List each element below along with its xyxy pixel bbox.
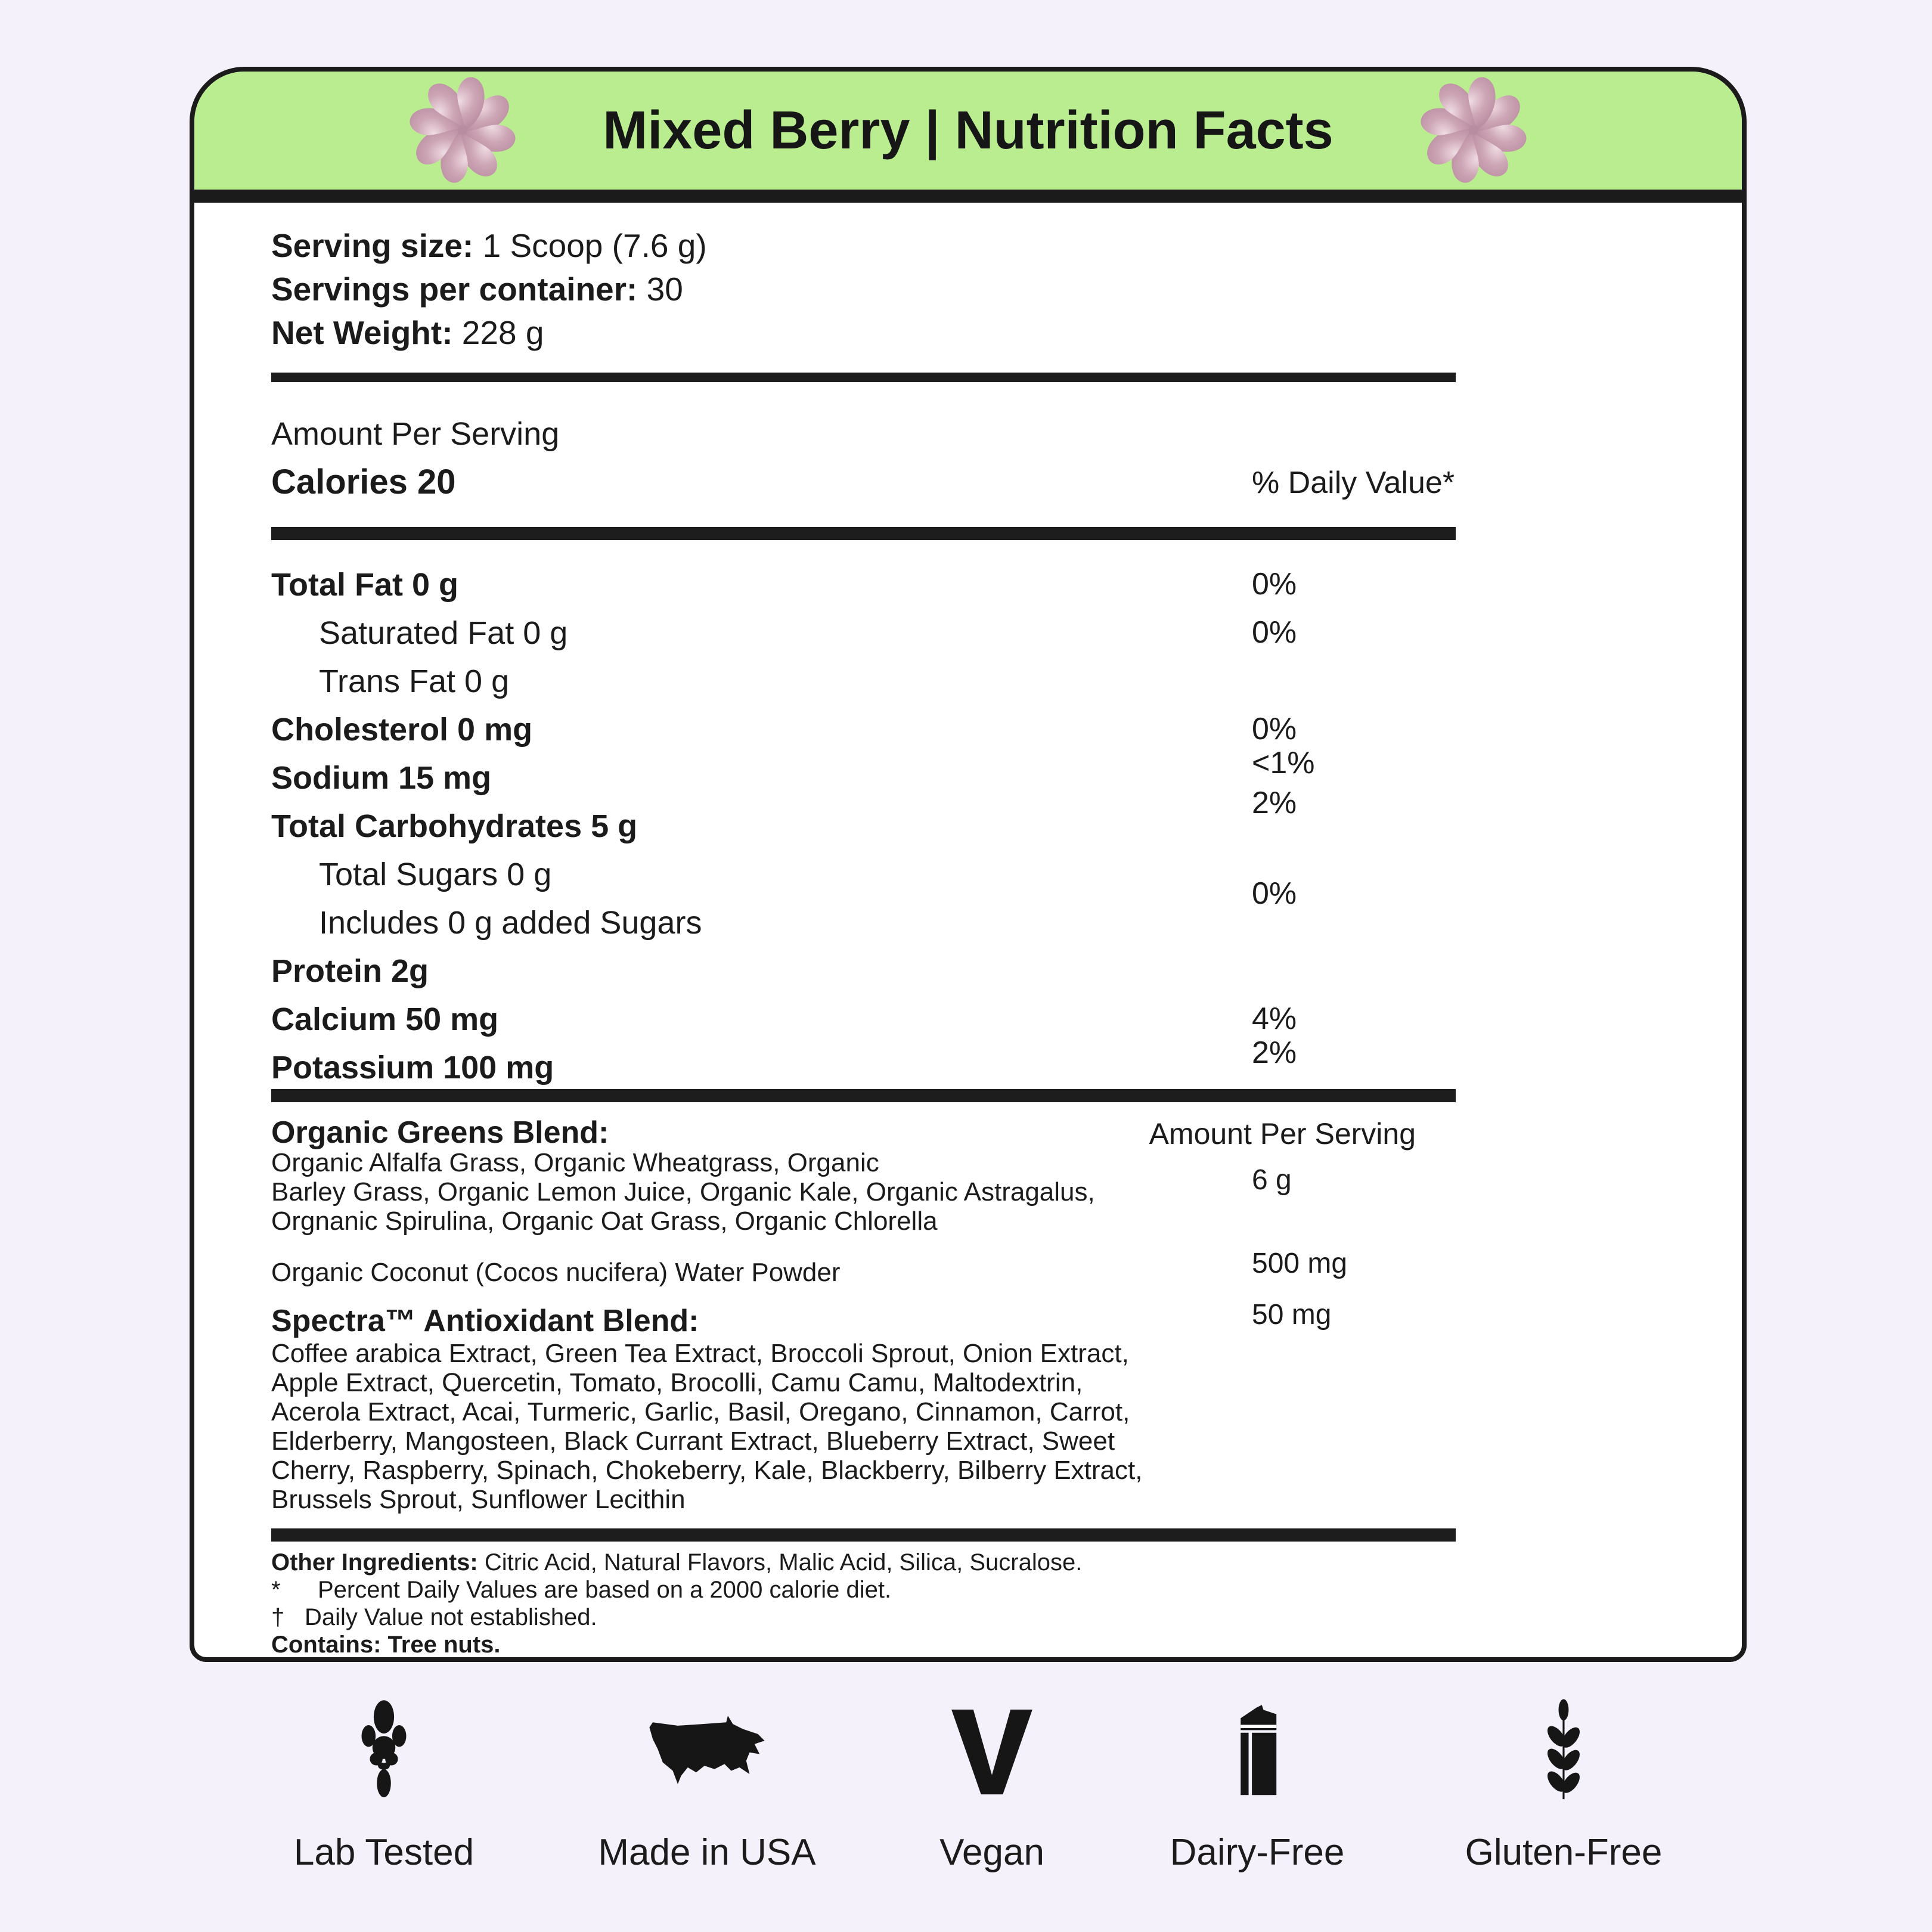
table-row <box>271 1035 1456 1091</box>
table-row <box>271 947 1456 995</box>
ingredients-line: Barley Grass, Organic Lemon Juice, Organic Kale, Organic Astragalus, <box>271 1177 1095 1207</box>
contains-line <box>271 1631 1082 1658</box>
milk-carton-icon <box>1120 1698 1394 1806</box>
nutrient-percent: 2% <box>1252 1035 1297 1070</box>
badge-dairy-free <box>1120 1698 1394 1874</box>
badge-label: Dairy-Free <box>1170 1832 1345 1873</box>
page-title: Mixed Berry | Nutrition Facts <box>603 101 1334 160</box>
dv-not-established-text: Daily Value not established. <box>305 1604 597 1630</box>
greens-blend-amount: 6 g <box>1252 1164 1292 1196</box>
nutrient-percent: 0% <box>1252 712 1297 746</box>
nutrient-percent: 0% <box>1252 876 1297 911</box>
divider-bar <box>271 373 1456 382</box>
card-header <box>194 72 1742 203</box>
nutrition-facts-card <box>190 67 1747 1662</box>
nutrient-label: Trans Fat 0 g <box>319 663 510 699</box>
badge-label: Gluten-Free <box>1465 1832 1663 1873</box>
nutrient-label: Total Sugars 0 g <box>319 857 552 892</box>
servings-per-container-line <box>271 268 707 311</box>
ingredients-line: Acerola Extract, Acai, Turmeric, Garlic, Basil, Oregano, Cinnamon, Carrot, <box>271 1397 1130 1426</box>
serving-size-label: Serving size: <box>271 227 474 264</box>
molecule-icon <box>247 1698 521 1806</box>
nutrient-label: Total Fat 0 g <box>271 567 459 603</box>
coconut-ingredient-line: Organic Coconut (Cocos nucifera) Water Powder <box>271 1258 841 1287</box>
other-ingredients-value: Citric Acid, Natural Flavors, Malic Acid, Silica, Sucralose. <box>477 1549 1083 1576</box>
table-row <box>271 609 1456 657</box>
footnotes <box>271 1549 1082 1658</box>
net-weight-value: 228 g <box>452 314 544 351</box>
ingredients-line: Apple Extract, Quercetin, Tomato, Brocolli, Camu Camu, Maltodextrin, <box>271 1368 1083 1397</box>
nutrient-label: Calcium 50 mg <box>271 1001 499 1037</box>
nutrient-label: Cholesterol 0 mg <box>271 712 533 748</box>
nutrient-label: Includes 0 g added Sugars <box>319 905 702 941</box>
label-content <box>271 203 1456 1657</box>
badge-made-in-usa <box>570 1698 844 1874</box>
nutrient-label: Total Carbohydrates 5 g <box>271 808 638 844</box>
table-row <box>271 876 1456 947</box>
other-ingredients-label: Other Ingredients: <box>271 1549 478 1576</box>
net-weight-label: Net Weight: <box>271 314 453 351</box>
asterisk-marker: * <box>271 1577 281 1603</box>
calories-line: Calories 20 <box>271 463 456 501</box>
badge-label: Vegan <box>939 1832 1044 1873</box>
nutrient-label: Protein 2g <box>271 953 429 989</box>
spectra-blend-title: Spectra™ Antioxidant Blend: <box>271 1304 699 1338</box>
usa-map-icon <box>570 1698 844 1806</box>
divider-bar <box>271 1089 1456 1102</box>
divider-bar <box>271 1528 1456 1542</box>
table-row <box>271 786 1456 850</box>
net-weight-line <box>271 311 707 355</box>
badge-label: Made in USA <box>598 1832 816 1873</box>
divider-bar <box>271 527 1456 540</box>
greens-blend-title: Organic Greens Blend: <box>271 1115 609 1150</box>
daily-value-heading: % Daily Value* <box>1252 466 1455 500</box>
other-ingredients-line <box>271 1549 1082 1576</box>
contains-text: Contains: Tree nuts. <box>271 1632 501 1658</box>
nutrient-label: Saturated Fat 0 g <box>319 615 568 651</box>
spectra-blend-amount: 50 mg <box>1252 1299 1332 1331</box>
nutrient-label: Potassium 100 mg <box>271 1050 554 1086</box>
nutrient-percent: 0% <box>1252 615 1297 650</box>
badge-gluten-free <box>1426 1698 1701 1874</box>
greens-blend-ingredients <box>271 1148 1095 1236</box>
nutrient-label: Sodium 15 mg <box>271 760 492 796</box>
serving-size-line <box>271 224 707 268</box>
table-row <box>271 657 1456 705</box>
table-row <box>271 560 1456 609</box>
coconut-amount: 500 mg <box>1252 1248 1348 1279</box>
nutrient-table <box>271 560 1456 1091</box>
badge-lab-tested <box>247 1698 521 1874</box>
dagger-marker: † <box>271 1604 285 1630</box>
vegan-v-icon <box>855 1698 1129 1806</box>
daily-values-footnote-text: Percent Daily Values are based on a 2000 calorie diet. <box>318 1577 892 1603</box>
nutrient-percent: <1% <box>1252 746 1315 780</box>
servings-label: Servings per container: <box>271 271 638 308</box>
blend-amount-per-serving-heading: Amount Per Serving <box>1149 1117 1416 1150</box>
daily-values-footnote <box>271 1576 1082 1604</box>
nutrient-percent: 0% <box>1252 567 1297 601</box>
ingredients-line: Orgnanic Spirulina, Organic Oat Grass, Organic Chlorella <box>271 1207 938 1236</box>
amount-per-serving-heading: Amount Per Serving <box>271 416 560 452</box>
ingredients-line: Cherry, Raspberry, Spinach, Chokeberry, Kale, Blackberry, Bilberry Extract, <box>271 1456 1143 1485</box>
ingredients-line: Elderberry, Mangosteen, Black Currant Extract, Blueberry Extract, Sweet <box>271 1426 1115 1456</box>
badge-label: Lab Tested <box>293 1832 475 1873</box>
servings-value: 30 <box>637 271 683 308</box>
ingredients-line: Brussels Sprout, Sunflower Lecithin <box>271 1485 686 1514</box>
pinwheel-flower-icon <box>1417 73 1530 187</box>
nutrient-percent: 4% <box>1252 1001 1297 1036</box>
nutrient-percent: 2% <box>1252 786 1297 820</box>
ingredients-line: Coffee arabica Extract, Green Tea Extract, Broccoli Sprout, Onion Extract, <box>271 1339 1129 1368</box>
ingredients-line: Organic Alfalfa Grass, Organic Wheatgrass, Organic <box>271 1148 879 1177</box>
serving-info <box>271 224 707 355</box>
badge-vegan <box>855 1698 1129 1874</box>
spectra-blend-ingredients <box>271 1339 1142 1514</box>
wheat-icon <box>1426 1698 1701 1806</box>
serving-size-value: 1 Scoop (7.6 g) <box>473 227 707 264</box>
dv-not-established-footnote <box>271 1604 1082 1631</box>
